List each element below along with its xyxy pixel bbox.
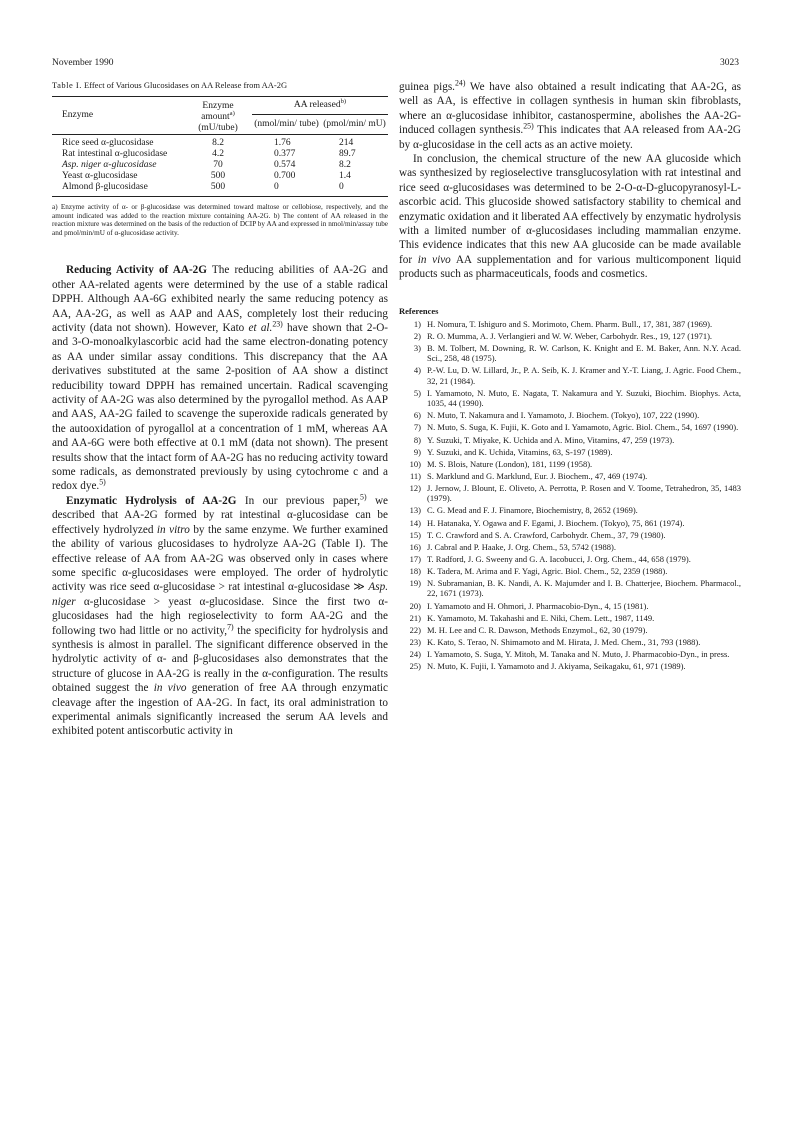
reference-text: B. M. Tolbert, M. Downing, R. W. Carlson, K. Knight and E. M. Baker, Ann. N.Y. Acad. Sci., 258, 48 (1975). bbox=[427, 342, 741, 364]
reference-item bbox=[399, 331, 741, 341]
page-number: 3023 bbox=[720, 58, 739, 68]
reference-item bbox=[399, 661, 741, 671]
reference-number: 1) bbox=[413, 318, 421, 329]
reference-item bbox=[399, 530, 741, 540]
reference-item bbox=[399, 505, 741, 515]
section-enzymatic-hydrolysis: Enzymatic Hydrolysis of AA-2G In our previous paper,$^{5)}$ we described that AA-2G formed by rat intestinal α-glucosidase can be effectively hydrolyzed in vitro by the same enzyme. We further examined the ability of various glucosidases to hydrolyze AA-2G (Table I). The effective release of AA from AA-2G was observed only in cases where some specific α-glucosidases were employed. The order of hydrolytic activity was rice seed α-glucosidase > rat intestinal α-glucosidase ≫ Asp. niger α-glucosidase > yeast α-glucosidase. Since the first two α-glucosidases had the high regioselectivity to form AA-2G and the following two had little or no activity,$^{7)}$ the specificity for hydrolysis and synthesis is almost in parallel. The significant difference observed in the hydrolytic activity of α- and β-glucosidases also demonstrates that the structure of glucose in AA-2G is really in the α-configuration. The results obtained suggest the in vivo generation of free AA through enzymatic cleavage after the ingestion of AA-2G. In fact, its oral administration to experimental animals significantly increased the serum AA levels and exhibited potent antiscorbutic activity in bbox=[52, 492, 389, 738]
reference-item bbox=[399, 542, 741, 552]
glucosidase-table bbox=[52, 96, 388, 197]
section-title-reducing: Reducing Activity of AA-2G bbox=[66, 264, 207, 277]
left-column bbox=[52, 80, 388, 739]
reference-text: R. O. Mumma, A. J. Verlangieri and W. W. Weber, Carbohydr. Res., 19, 127 (1971). bbox=[427, 330, 713, 341]
reference-number: 20) bbox=[409, 600, 421, 611]
reference-number: 15) bbox=[409, 529, 421, 540]
reference-item bbox=[399, 459, 741, 469]
reference-text: T. C. Crawford and S. A. Crawford, Carbohydr. Chem., 37, 79 (1980). bbox=[427, 529, 666, 540]
reference-text: I. Yamamoto and H. Ohmori, J. Pharmacobio-Dyn., 4, 15 (1981). bbox=[427, 600, 649, 611]
reference-item bbox=[399, 566, 741, 576]
reference-text: H. Nomura, T. Ishiguro and S. Morimoto, Chem. Pharm. Bull., 17, 381, 387 (1969). bbox=[427, 318, 713, 329]
reference-item bbox=[399, 613, 741, 623]
reference-text: C. G. Mead and F. J. Finamore, Biochemistry, 8, 2652 (1969). bbox=[427, 505, 638, 516]
reference-item bbox=[399, 388, 741, 409]
reference-item bbox=[399, 625, 741, 635]
table-caption bbox=[52, 80, 388, 90]
reference-text: H. Hatanaka, Y. Ogawa and F. Egami, J. Biochem. (Tokyo), 75, 861 (1974). bbox=[427, 517, 685, 528]
reference-number: 24) bbox=[409, 648, 421, 659]
reference-item bbox=[399, 447, 741, 457]
reference-number: 16) bbox=[409, 541, 421, 552]
reference-text: K. Kato, S. Terao, N. Shimamoto and M. Hirata, J. Med. Chem., 31, 793 (1988). bbox=[427, 636, 701, 647]
reference-text: I. Yamamoto, N. Muto, E. Nagata, T. Nakamura and Y. Suzuki, Biochim. Biophys. Acta, 1035, 44 (1990). bbox=[427, 387, 741, 409]
reference-text: N. Subramanian, B. K. Nandi, A. K. Majumder and I. B. Chatterjee, Biochem. Pharmacol., 22, 1671 (1973). bbox=[427, 578, 741, 599]
reference-item bbox=[399, 637, 741, 647]
reference-item bbox=[399, 554, 741, 564]
table-row: Rat intestinal α-glucosidase 4.2 0.377 89.7 bbox=[62, 149, 356, 159]
reference-item bbox=[399, 483, 741, 504]
reference-number: 12) bbox=[409, 482, 421, 493]
references-list bbox=[399, 319, 741, 672]
table-row: Yeast α-glucosidase 500 0.700 1.4 bbox=[62, 171, 351, 181]
reference-item bbox=[399, 343, 741, 364]
reference-number: 18) bbox=[409, 565, 421, 576]
col-header-enzyme: Enzyme bbox=[52, 97, 184, 135]
reference-number: 9) bbox=[413, 446, 421, 457]
reference-number: 22) bbox=[409, 624, 421, 635]
paragraph-collagen: guinea pigs.$^{24)}$ We have also obtained a result indicating that AA-2G, as well as AA, is effective in collagen synthesis in human skin fibroblasts, where an α-glucosidase inhibitor, castanospermine, abolishes the AA-2G-induced collagen synthesis.$^{25)}$ This indicates that AA released from AA-2G by α-glucosidase in the cell acts as an active moiety. bbox=[399, 78, 741, 151]
table-row: Asp. niger α-glucosidase 70 0.574 8.2 bbox=[62, 160, 351, 170]
reference-number: 25) bbox=[409, 660, 421, 671]
reference-item bbox=[399, 410, 741, 420]
reference-number: 13) bbox=[409, 505, 421, 516]
reference-number: 21) bbox=[409, 612, 421, 623]
reference-number: 5) bbox=[413, 387, 421, 398]
reference-number: 19) bbox=[409, 578, 421, 588]
table-caption-text: Effect of Various Glucosidases on AA Release from AA-2G bbox=[83, 80, 288, 90]
paragraph-conclusion: In conclusion, the chemical structure of the new AA glucoside which was synthesized by regioselective transglucosylation with rat intestinal and rice seed α-glucosidases was determined to be 2-O-α-D-glucopyranosyl-L-ascorbic acid. This glucoside showed satisfactory stability to chemical and enzymatic oxidation and it liberated AA effectively by enzymatic hydrolysis with a limited number of α-glucosidases including mammalian enzyme. This evidence indicates that this new AA glucoside can be made available for in vivo AA supplementation and for various multicomponent liquid products such as pharmaceuticals, foods and cosmetics. bbox=[399, 153, 741, 281]
reference-number: 10) bbox=[409, 458, 421, 469]
reference-text: I. Yamamoto, S. Suga, Y. Mitoh, M. Tanaka and N. Muto, J. Pharmacobio-Dyn., in press. bbox=[427, 648, 730, 659]
reference-item bbox=[399, 422, 741, 432]
reference-item bbox=[399, 319, 741, 329]
reference-text: N. Muto, K. Fujii, I. Yamamoto and J. Akiyama, Seikagaku, 61, 971 (1989). bbox=[427, 660, 686, 671]
reference-number: 3) bbox=[413, 342, 421, 353]
table-footnotes: a) Enzyme activity of α- or β-glucosidase was determined toward maltose or cellobiose, respectively, and the amount indicated was added to the reaction mixture containing AA-2G. b) The content of AA released in the reaction mixture was determined on the basis of the reduction of DCIP by AA and expressed in nmol/min/assay tube and pmol/min/mU of α-glucosidase activity. bbox=[52, 203, 388, 237]
reference-text: K. Yamamoto, M. Takahashi and E. Niki, Chem. Lett., 1987, 1149. bbox=[427, 612, 655, 623]
section-reducing-activity: Reducing Activity of AA-2G The reducing abilities of AA-2G and other AA-related agents were determined by the use of a stable radical DPPH. Although AA-6G exhibited nearly the same reducing potency as AA, AA-2G, as well as AAP and AAS, completely lost their reducing activity (data not shown). However, Kato et al.$^{23)}$ have shown that 2-O- and 3-O-monoalkylascorbic acid had the same electron-donating potency as AA under similar assay conditions. This discrepancy that the AA derivatives substituted at the same 2-position of AA show a distinct reducibility toward DPPH has remained uncertain. Radical scavenging activity of AA-2G was also determined by the pyrogallol method. As AAP and AAS, AA-2G failed to scavenge the superoxide radicals generated by the autooxidation of pyrogallol at a concentration of 1 mM, whereas AA and AA-6G were both effective at 0.1 mM (data not shown). The present results show that the intact form of AA-2G has no reducing activity toward some radicals, as demonstrated previously by using cytochrome c and a redox dye.$^{5)}$ bbox=[52, 264, 388, 493]
reference-number: 6) bbox=[413, 410, 421, 421]
reference-item bbox=[399, 649, 741, 659]
reference-text: T. Radford, J. G. Sweeny and G. A. Iacobucci, J. Org. Chem., 44, 658 (1979). bbox=[427, 553, 691, 564]
reference-number: 23) bbox=[409, 636, 421, 647]
reference-text: P.-W. Lu, D. W. Lillard, Jr., P. A. Seib, K. J. Kramer and Y.-T. Liang, J. Agric. Food Chem., 32, 21 (1984). bbox=[427, 365, 741, 386]
col-header-released: AA released$^{b)}$ bbox=[252, 97, 388, 115]
reference-item bbox=[399, 601, 741, 611]
reference-item bbox=[399, 435, 741, 445]
reference-item bbox=[399, 471, 741, 481]
reference-item bbox=[399, 518, 741, 528]
col-header-amount: Enzyme amount$^{a)}$ (mU/tube) bbox=[184, 97, 252, 135]
reference-text: N. Muto, S. Suga, K. Fujii, K. Goto and I. Yamamoto, Agric. Biol. Chem., 54, 1697 (1990). bbox=[427, 422, 739, 433]
reference-item bbox=[399, 365, 741, 386]
reference-text: K. Tadera, M. Arima and F. Yagi, Agric. Biol. Chem., 52, 2359 (1988). bbox=[427, 565, 668, 576]
col-header-pmol: (pmol/min/ mU) bbox=[323, 119, 386, 129]
table-label: Table I. bbox=[52, 80, 82, 90]
reference-number: 14) bbox=[409, 517, 421, 528]
reference-text: Y. Suzuki, and K. Uchida, Vitamins, 63, S-197 (1989). bbox=[427, 446, 613, 457]
reference-text: S. Marklund and G. Marklund, Eur. J. Biochem., 47, 469 (1974). bbox=[427, 470, 648, 481]
running-header-date: November 1990 bbox=[52, 58, 114, 68]
reference-number: 8) bbox=[413, 434, 421, 445]
reference-number: 17) bbox=[409, 553, 421, 564]
reference-text: M. H. Lee and C. R. Dawson, Methods Enzymol., 62, 30 (1979). bbox=[427, 624, 648, 635]
section-title-hydrolysis: Enzymatic Hydrolysis of AA-2G bbox=[66, 494, 237, 507]
reference-text: Y. Suzuki, T. Miyake, K. Uchida and A. Mino, Vitamins, 47, 259 (1973). bbox=[427, 434, 675, 445]
table-row: Rice seed α-glucosidase 8.2 1.76 214 bbox=[62, 138, 354, 148]
right-column bbox=[399, 80, 741, 673]
reference-number: 11) bbox=[409, 470, 421, 481]
reference-number: 7) bbox=[413, 422, 421, 433]
table-row: Almond β-glucosidase 500 0 0 bbox=[52, 182, 388, 197]
reference-number: 2) bbox=[413, 330, 421, 341]
reference-text: M. S. Blois, Nature (London), 181, 1199 (1958). bbox=[427, 458, 593, 469]
reference-number: 4) bbox=[413, 365, 421, 376]
reference-item bbox=[399, 578, 741, 599]
reference-text: N. Muto, T. Nakamura and I. Yamamoto, J. Biochem. (Tokyo), 107, 222 (1990). bbox=[427, 410, 700, 421]
reference-text: J. Cabral and P. Haake, J. Org. Chem., 53, 5742 (1988). bbox=[427, 541, 616, 552]
reference-text: J. Jernow, J. Blount, E. Oliveto, A. Perrotta, P. Rosen and V. Toome, Tetrahedron, 35, 1483 (1979). bbox=[427, 482, 741, 504]
references-heading: References bbox=[399, 305, 439, 316]
col-header-nmol: (nmol/min/ tube) bbox=[254, 119, 319, 129]
